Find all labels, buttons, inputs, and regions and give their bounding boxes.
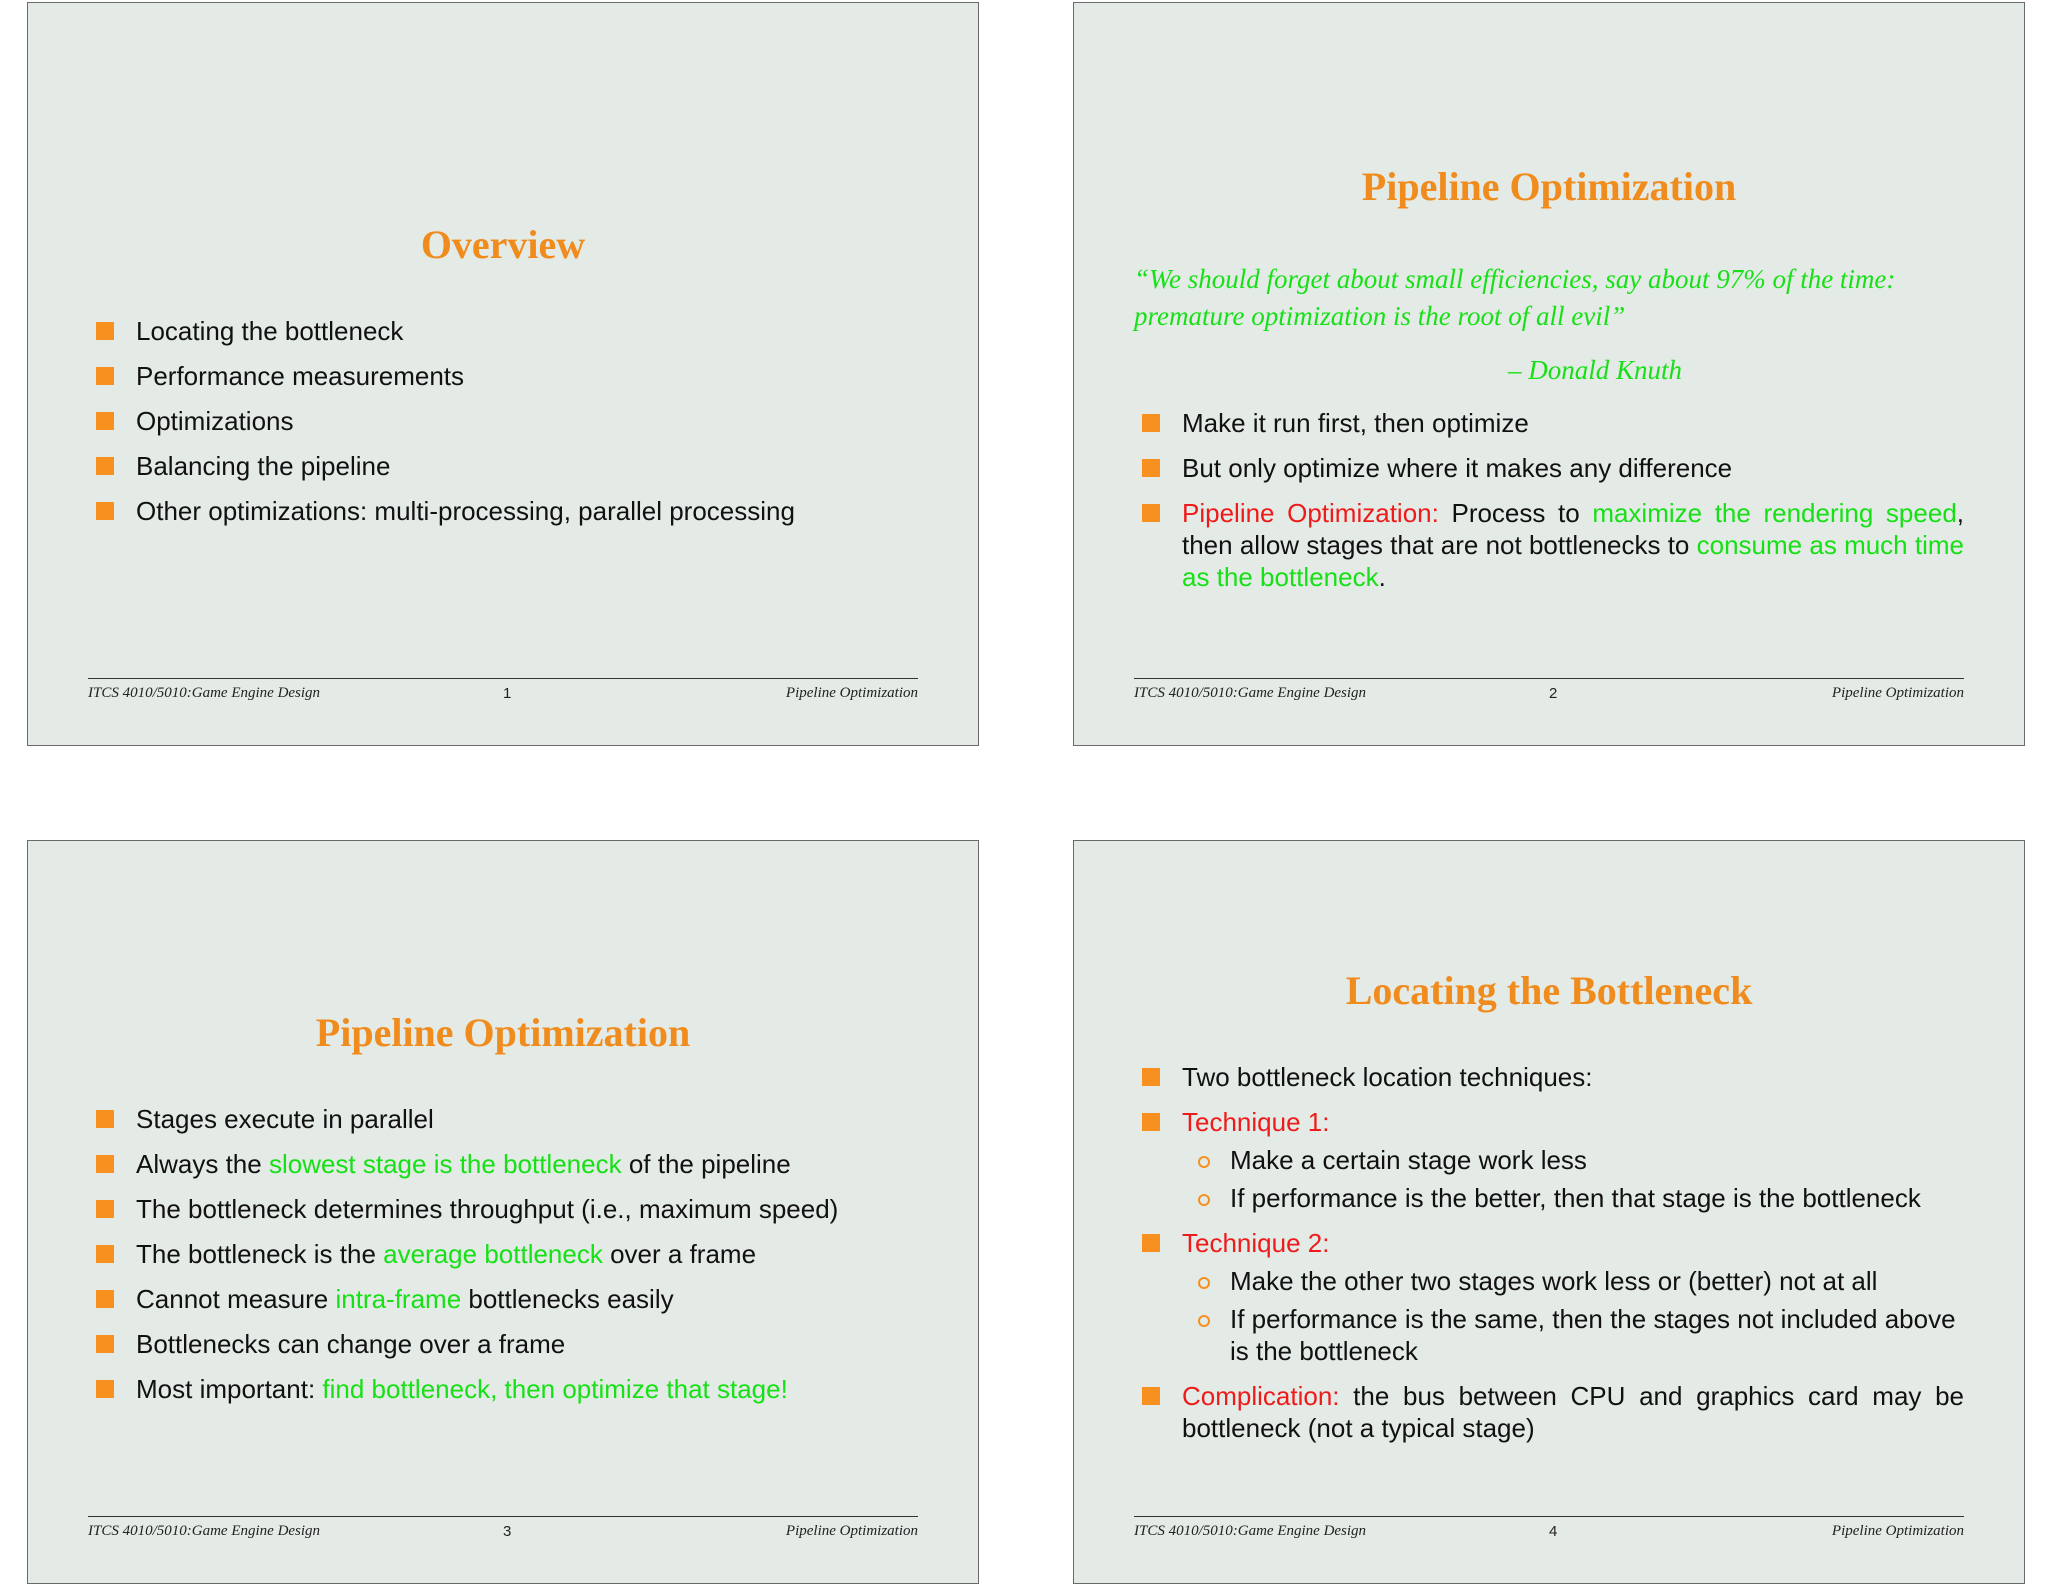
page-number: 2 (1549, 685, 1558, 702)
sub-item: Make the other two stages work less or (better) not at all (1182, 1265, 1964, 1297)
slide-title: Overview (420, 222, 586, 267)
list-item: Most important: find bottleneck, then optimize that stage! (96, 1373, 918, 1405)
square-bullet-icon (96, 322, 114, 340)
square-bullet-icon (96, 1335, 114, 1353)
page-number: 4 (1549, 1523, 1558, 1540)
quote: “We should forget about small efficiencies, say about 97% of the time: premature optimization is the root of all evil” (1134, 264, 1896, 331)
page-number: 1 (503, 685, 512, 702)
slide-footer (88, 678, 918, 705)
square-bullet-icon (96, 1200, 114, 1218)
square-bullet-icon (96, 457, 114, 475)
footer-course: ITCS 4010/5010:Game Engine Design (1134, 685, 1367, 701)
list-item: But only optimize where it makes any difference (1142, 452, 1964, 484)
footer-course: ITCS 4010/5010:Game Engine Design (88, 685, 321, 701)
bullet-list (96, 315, 918, 540)
list-item: Balancing the pipeline (96, 450, 918, 482)
list-item: Always the slowest stage is the bottleneck of the pipeline (96, 1148, 918, 1180)
slide-footer (1134, 1516, 1964, 1543)
square-bullet-icon (96, 412, 114, 430)
bullet-list (1142, 407, 1964, 606)
footer-course: ITCS 4010/5010:Game Engine Design (88, 1523, 321, 1539)
square-bullet-icon (96, 1155, 114, 1173)
list-item: Other optimizations: multi-processing, parallel processing (96, 495, 918, 527)
square-bullet-icon (1142, 504, 1160, 522)
list-item: Technique 2: Make the other two stages work less or (better) not at all If performance is the same, then the stages not included above is the bottleneck (1142, 1227, 1964, 1367)
slide-footer (88, 1516, 918, 1543)
square-bullet-icon (96, 1245, 114, 1263)
slide-title: Pipeline Optimization (1361, 164, 1737, 209)
sub-list (1182, 1265, 1964, 1367)
list-item: Bottlenecks can change over a frame (96, 1328, 918, 1360)
slide-1 (27, 2, 979, 746)
sub-item: If performance is the same, then the stages not included above is the bottleneck (1182, 1303, 1964, 1367)
list-item: Cannot measure intra-frame bottlenecks easily (96, 1283, 918, 1315)
footer-topic: Pipeline Optimization (785, 1523, 918, 1539)
circle-bullet-icon (1198, 1277, 1210, 1289)
square-bullet-icon (1142, 1234, 1160, 1252)
bullet-list (96, 1103, 918, 1418)
footer-topic: Pipeline Optimization (1831, 1523, 1964, 1539)
slide-4 (1073, 840, 2025, 1584)
square-bullet-icon (96, 1380, 114, 1398)
list-item: Performance measurements (96, 360, 918, 392)
bullet-list (1142, 1061, 1964, 1457)
slide-title: Pipeline Optimization (315, 1010, 691, 1055)
list-item: Locating the bottleneck (96, 315, 918, 347)
sub-list (1182, 1144, 1964, 1214)
square-bullet-icon (1142, 1113, 1160, 1131)
list-item: Make it run first, then optimize (1142, 407, 1964, 439)
square-bullet-icon (96, 367, 114, 385)
slide-footer (1134, 678, 1964, 705)
square-bullet-icon (1142, 459, 1160, 477)
square-bullet-icon (96, 1290, 114, 1308)
square-bullet-icon (1142, 414, 1160, 432)
list-item: Two bottleneck location techniques: (1142, 1061, 1964, 1093)
square-bullet-icon (96, 502, 114, 520)
footer-course: ITCS 4010/5010:Game Engine Design (1134, 1523, 1367, 1539)
square-bullet-icon (1142, 1387, 1160, 1405)
list-item: The bottleneck is the average bottleneck over a frame (96, 1238, 918, 1270)
page-number: 3 (503, 1523, 512, 1540)
square-bullet-icon (96, 1110, 114, 1128)
list-item: Technique 1: Make a certain stage work less If performance is the better, then that stage is the bottleneck (1142, 1106, 1964, 1214)
sub-item: If performance is the better, then that stage is the bottleneck (1182, 1182, 1964, 1214)
list-item: Complication: the bus between CPU and graphics card may be bottleneck (not a typical stage) (1142, 1380, 1964, 1444)
slide-3 (27, 840, 979, 1584)
footer-topic: Pipeline Optimization (785, 685, 918, 701)
list-item: Stages execute in parallel (96, 1103, 918, 1135)
list-item: Optimizations (96, 405, 918, 437)
quote-author: – Donald Knuth (1507, 355, 1682, 385)
footer-topic: Pipeline Optimization (1831, 685, 1964, 701)
slide-title: Locating the Bottleneck (1345, 968, 1753, 1013)
circle-bullet-icon (1198, 1156, 1210, 1168)
list-item: The bottleneck determines throughput (i.e., maximum speed) (96, 1193, 918, 1225)
slide-2 (1073, 2, 2025, 746)
sub-item: Make a certain stage work less (1182, 1144, 1964, 1176)
list-item: Pipeline Optimization: Process to maximize the rendering speed, then allow stages that are not bottlenecks to consume as much time as the bottleneck. (1142, 497, 1964, 593)
square-bullet-icon (1142, 1068, 1160, 1086)
circle-bullet-icon (1198, 1315, 1210, 1327)
circle-bullet-icon (1198, 1194, 1210, 1206)
